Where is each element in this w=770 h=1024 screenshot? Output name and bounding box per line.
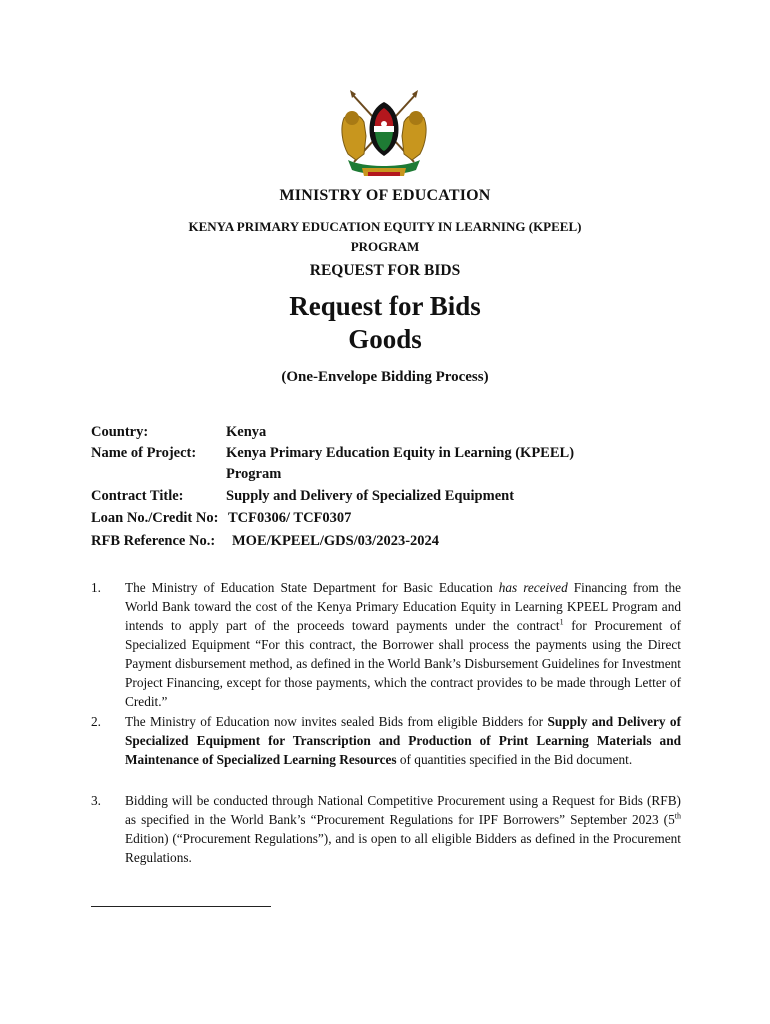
paragraph-number: 2.	[91, 714, 101, 729]
paragraph-text: Bidding will be conducted through National Competitive Procurement using a Request for Bids (RFB) as specified in the World Bank’s “Procurement Regulations for IPF Borrowers” September 2023 (5th Edition) (“Procurement Regulations”), and is open to all eligible Bidders as defined in the Procurement Regulations.	[125, 793, 681, 865]
kenya-coat-of-arms-icon	[334, 88, 434, 180]
contract-value: Supply and Delivery of Specialized Equipment	[226, 488, 515, 504]
document-subtitle: Goods	[348, 324, 422, 354]
project-value: Kenya Primary Education Equity in Learning (KPEEL)	[226, 445, 575, 461]
paragraph-text: The Ministry of Education now invites sealed Bids from eligible Bidders for Supply and Delivery of Specialized Equipment for Transcription and Production of Print Learning Materials and Maintenance of Specialized Learning Resources of quantities specified in the Bid document.	[125, 714, 681, 767]
paragraph-number: 3.	[91, 793, 101, 808]
paragraph-number: 1.	[91, 580, 101, 595]
contract-label: Contract Title:	[91, 488, 184, 504]
ministry-name: MINISTRY OF EDUCATION	[279, 187, 491, 204]
rfb-heading: REQUEST FOR BIDS	[309, 262, 461, 279]
country-value: Kenya	[226, 424, 267, 440]
program-name-line2: PROGRAM	[350, 239, 420, 254]
footnote-marker: 1	[559, 617, 564, 627]
document-title: Request for Bids	[289, 291, 481, 321]
rfb-label: RFB Reference No.:	[91, 533, 216, 549]
project-value-line2: Program	[226, 466, 282, 482]
project-label: Name of Project:	[91, 445, 197, 461]
program-name-line1: KENYA PRIMARY EDUCATION EQUITY IN LEARNING (KPEEL)	[188, 219, 582, 234]
loan-value: TCF0306/ TCF0307	[228, 510, 352, 526]
country-label: Country:	[91, 424, 149, 440]
bidding-process: (One-Envelope Bidding Process)	[281, 369, 489, 385]
rfb-value: MOE/KPEEL/GDS/03/2023-2024	[232, 533, 440, 549]
loan-label: Loan No./Credit No:	[91, 510, 219, 526]
paragraph-text: The Ministry of Education State Department for Basic Education has received Financing from the World Bank toward the cost of the Kenya Primary Education Equity in Learning KPEEL Program and intends to apply part of the proceeds toward payments under the contract$^1$ for Procurement of Specialized Equipment “For this contract, the Borrower shall process the payments using the Direct Payment disbursement method, as defined in the World Bank’s Disbursement Guidelines for Investment Project Financing, except for those payments, which the contract provides to be made through Letter of Credit.”	[125, 580, 681, 709]
footnote-divider	[91, 906, 271, 907]
